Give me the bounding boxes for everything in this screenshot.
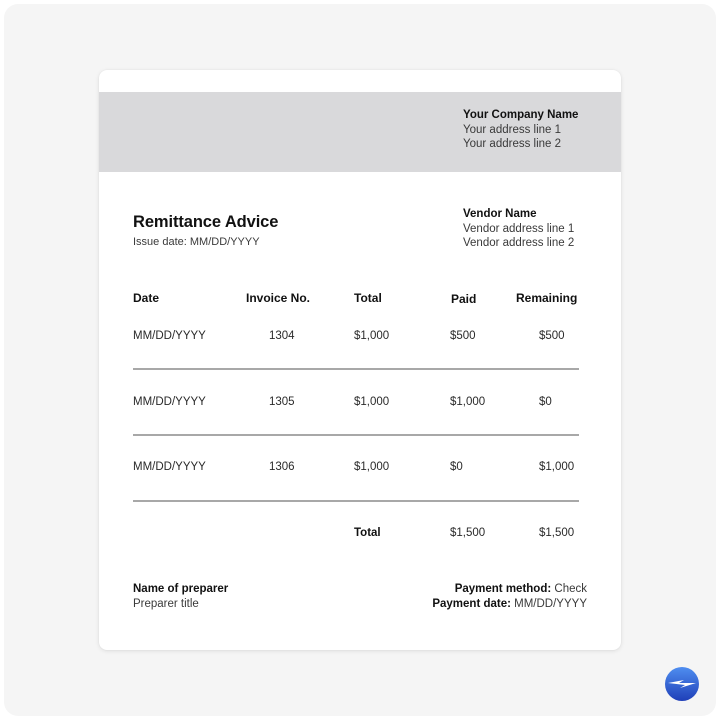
cell-remaining: $500 (539, 330, 565, 342)
header-total: Total (354, 291, 382, 305)
payment-date-value: MM/DD/YYYY (510, 597, 587, 610)
cell-invoice-no: 1305 (269, 396, 295, 408)
preparer-name: Name of preparer (133, 583, 229, 595)
cell-remaining: $1,000 (539, 461, 575, 473)
cell-invoice-no: 1306 (269, 461, 295, 473)
header-invoice-no: Invoice No. (246, 291, 311, 305)
document-title: Remittance Advice (133, 213, 279, 231)
total-remaining: $1,500 (539, 527, 575, 539)
payment-date (432, 597, 587, 612)
row-divider (133, 368, 579, 370)
header-date: Date (133, 291, 160, 305)
lightning-bolt-circle-icon (664, 666, 700, 702)
cell-remaining: $0 (539, 396, 552, 408)
company-address-line-1: Your address line 1 (463, 123, 562, 136)
vendor-block (463, 207, 574, 251)
remittance-advice-card (99, 70, 621, 650)
company-address-line-2: Your address line 2 (463, 138, 562, 150)
payment-method-value: Check (551, 583, 587, 595)
cell-total: $1,000 (354, 461, 390, 473)
payment-method-label: Payment method: (454, 583, 552, 595)
cell-invoice-no: 1304 (269, 330, 295, 342)
preparer-block (133, 582, 228, 611)
vendor-address-line-1: Vendor address line 1 (463, 222, 575, 235)
vendor-address-line-2: Vendor address line 2 (463, 237, 575, 249)
preparer-title: Preparer title (133, 597, 199, 610)
cell-paid: $0 (450, 461, 463, 473)
vendor-name: Vendor Name (463, 208, 537, 220)
cell-total: $1,000 (354, 330, 390, 342)
issue-date: Issue date: MM/DD/YYYY (133, 236, 260, 248)
header-remaining: Remaining (516, 291, 578, 305)
total-label: Total (354, 527, 381, 539)
payment-date-label: Payment date: (432, 597, 511, 610)
row-divider (133, 500, 579, 502)
cell-paid: $1,000 (450, 396, 486, 408)
cell-paid: $500 (450, 330, 476, 342)
cell-date: MM/DD/YYYY (133, 330, 206, 342)
cell-date: MM/DD/YYYY (133, 461, 206, 473)
row-divider (133, 434, 579, 436)
cell-date: MM/DD/YYYY (133, 396, 206, 408)
header-paid: Paid (451, 292, 477, 306)
payment-block (432, 582, 587, 611)
total-paid: $1,500 (450, 527, 486, 539)
company-name: Your Company Name (463, 109, 579, 121)
company-block (463, 108, 578, 152)
cell-total: $1,000 (354, 396, 390, 408)
payment-method (432, 582, 587, 597)
